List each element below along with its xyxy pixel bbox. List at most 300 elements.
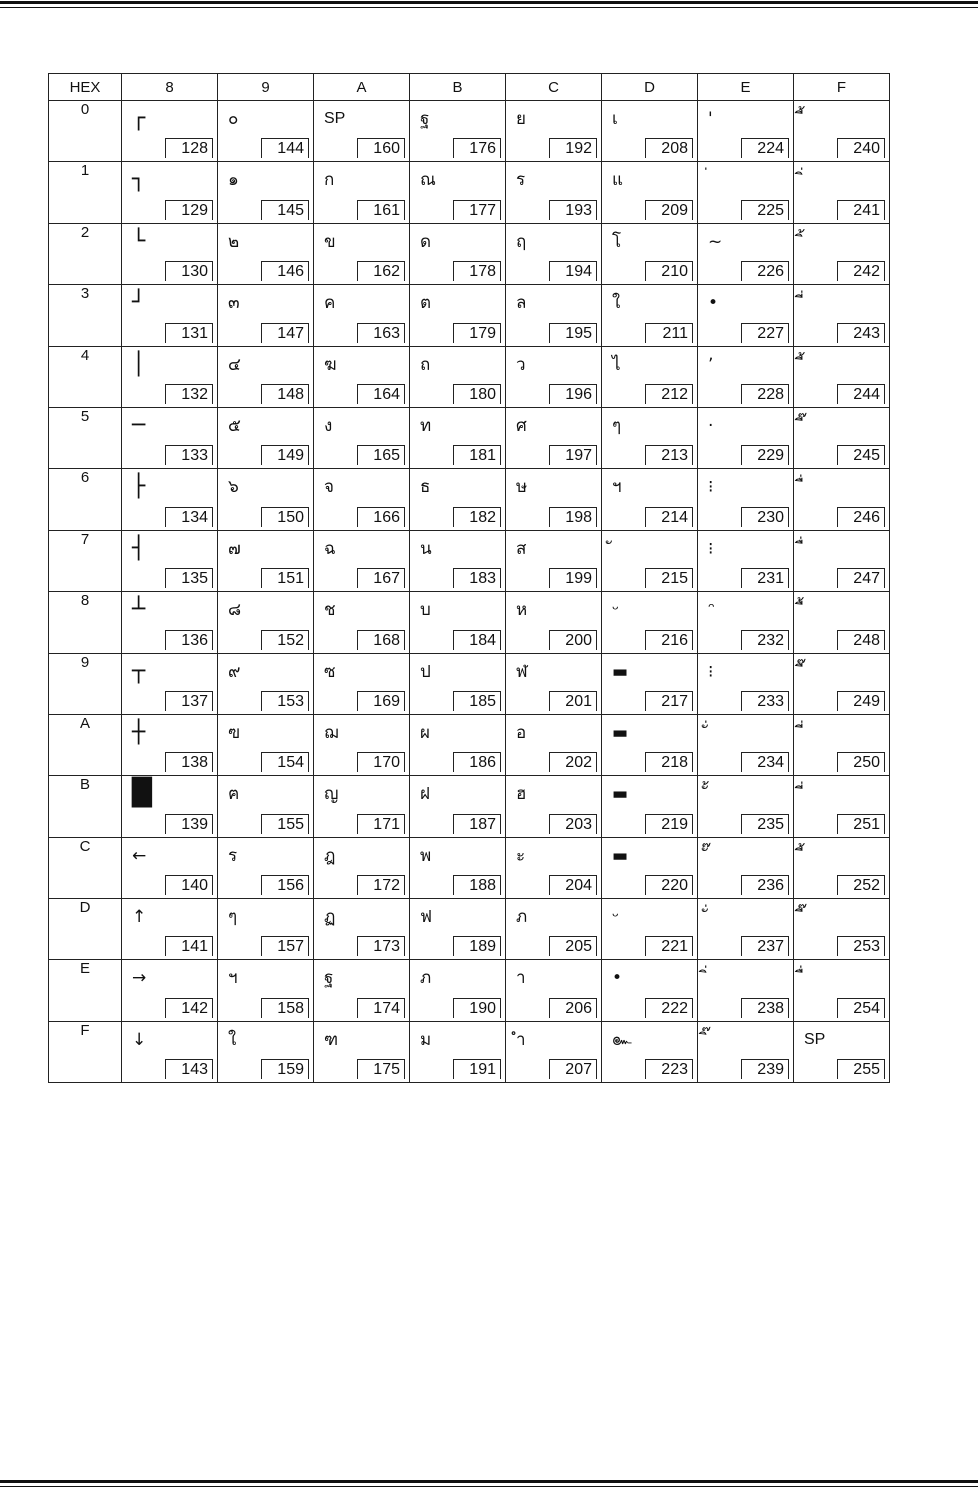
code-cell: [314, 162, 410, 223]
decimal-code: 237: [741, 936, 789, 956]
table-row: [49, 776, 890, 837]
decimal-code: 243: [837, 323, 885, 343]
code-cell: [794, 285, 890, 346]
code-cell: [218, 407, 314, 468]
decimal-code: 131: [165, 323, 213, 343]
character-glyph: ฉ: [324, 538, 336, 559]
decimal-code: 213: [645, 445, 693, 465]
code-cell: [698, 223, 794, 284]
character-glyph: น: [420, 538, 432, 559]
decimal-code: 216: [645, 630, 693, 650]
decimal-code: 214: [645, 507, 693, 527]
decimal-code: 137: [165, 691, 213, 711]
decimal-code: 129: [165, 200, 213, 220]
decimal-code: 209: [645, 200, 693, 220]
decimal-code: 136: [165, 630, 213, 650]
character-glyph: จ: [324, 477, 334, 498]
code-cell: [410, 407, 506, 468]
code-cell: [410, 960, 506, 1021]
character-glyph: ฐ: [324, 968, 334, 989]
decimal-code: 196: [549, 384, 597, 404]
code-cell: [218, 285, 314, 346]
code-cell: [218, 592, 314, 653]
character-glyph: ┬: [132, 658, 146, 684]
decimal-code: 144: [261, 138, 309, 158]
decimal-code: 181: [453, 445, 501, 465]
decimal-code: 228: [741, 384, 789, 404]
code-cell: [122, 653, 218, 714]
code-cell: [314, 714, 410, 775]
character-glyph: ๓: [228, 293, 240, 314]
decimal-code: 215: [645, 568, 693, 588]
decimal-code: 246: [837, 507, 885, 527]
code-cell: [218, 1021, 314, 1082]
character-glyph: │: [132, 351, 146, 377]
column-header: C: [506, 74, 602, 101]
decimal-code: 146: [261, 261, 309, 281]
character-glyph: ▬: [612, 784, 629, 805]
character-glyph: ศ: [516, 415, 527, 436]
character-glyph: ▬: [612, 722, 629, 743]
code-cell: [794, 1021, 890, 1082]
code-cell: [218, 530, 314, 591]
code-cell: [602, 714, 698, 775]
decimal-code: 139: [165, 814, 213, 834]
table-body: [49, 101, 890, 1083]
character-glyph: ฮ: [516, 784, 527, 805]
code-cell: [218, 162, 314, 223]
code-cell: [506, 899, 602, 960]
decimal-code: 130: [165, 261, 213, 281]
character-glyph: ๑: [228, 170, 239, 191]
character-glyph: ง: [324, 415, 333, 436]
decimal-code: 178: [453, 261, 501, 281]
code-cell: [506, 714, 602, 775]
code-cell: [698, 1021, 794, 1082]
code-cell: [122, 407, 218, 468]
character-glyph: ส: [516, 538, 527, 559]
decimal-code: 160: [357, 138, 405, 158]
code-cell: [314, 960, 410, 1021]
code-cell: [410, 776, 506, 837]
decimal-code: 186: [453, 752, 501, 772]
decimal-code: 208: [645, 138, 693, 158]
column-header: B: [410, 74, 506, 101]
decimal-code: 154: [261, 752, 309, 772]
character-glyph: •: [708, 293, 719, 314]
row-label: 8: [49, 592, 122, 653]
code-cell: [698, 960, 794, 1021]
character-glyph: ๒: [228, 231, 240, 252]
decimal-code: 171: [357, 814, 405, 834]
character-glyph: ': [708, 109, 713, 129]
character-glyph: ไ: [612, 354, 621, 375]
code-cell: [794, 223, 890, 284]
decimal-code: 210: [645, 261, 693, 281]
decimal-code: 141: [165, 936, 213, 956]
character-glyph: ผ: [420, 722, 430, 743]
character-glyph: ┐: [132, 167, 146, 193]
character-glyph: ๔: [228, 354, 241, 375]
decimal-code: 142: [165, 998, 213, 1018]
code-cell: [506, 469, 602, 530]
character-glyph: ▬: [612, 661, 629, 682]
decimal-code: 199: [549, 568, 597, 588]
character-glyph: ⁝: [708, 661, 714, 682]
character-glyph: ภ: [420, 968, 432, 989]
decimal-code: 169: [357, 691, 405, 711]
code-cell: [698, 899, 794, 960]
code-cell: [122, 960, 218, 1021]
decimal-code: 233: [741, 691, 789, 711]
code-cell: [314, 653, 410, 714]
code-cell: [314, 407, 410, 468]
character-glyph: ฆ: [324, 354, 337, 375]
decimal-code: 239: [741, 1059, 789, 1079]
character-glyph: ท: [420, 415, 432, 436]
decimal-code: 192: [549, 138, 597, 158]
code-cell: [794, 162, 890, 223]
code-cell: [314, 837, 410, 898]
decimal-code: 203: [549, 814, 597, 834]
character-glyph: ┌: [132, 106, 146, 131]
character-glyph: ก: [324, 170, 335, 191]
decimal-code: 159: [261, 1059, 309, 1079]
code-cell: [794, 714, 890, 775]
decimal-code: 221: [645, 936, 693, 956]
decimal-code: 229: [741, 445, 789, 465]
character-glyph: →: [132, 968, 147, 989]
decimal-code: 197: [549, 445, 597, 465]
code-cell: [218, 776, 314, 837]
decimal-code: 148: [261, 384, 309, 404]
character-glyph: ┘: [132, 290, 146, 316]
decimal-code: 201: [549, 691, 597, 711]
character-glyph: ๛: [612, 1029, 632, 1050]
code-cell: [602, 899, 698, 960]
decimal-code: 165: [357, 445, 405, 465]
character-code-table: [48, 73, 890, 1083]
character-glyph: ฯ: [228, 968, 238, 989]
code-cell: [218, 469, 314, 530]
decimal-code: 185: [453, 691, 501, 711]
character-glyph: ๕: [228, 415, 241, 436]
top-rule: [0, 1, 978, 8]
character-glyph: ฤ: [516, 231, 527, 252]
character-glyph: ฬ: [516, 661, 528, 682]
character-glyph: ซ: [324, 661, 336, 682]
character-glyph: ⁝: [708, 538, 714, 559]
character-glyph: ย: [516, 109, 526, 129]
row-label: 2: [49, 223, 122, 284]
decimal-code: 205: [549, 936, 597, 956]
character-glyph: ธ: [420, 477, 431, 498]
code-cell: [218, 960, 314, 1021]
code-cell: [410, 592, 506, 653]
column-header: E: [698, 74, 794, 101]
code-cell: [506, 346, 602, 407]
character-glyph: ค: [324, 293, 336, 314]
character-glyph: ฃ: [228, 722, 241, 743]
decimal-code: 155: [261, 814, 309, 834]
code-cell: [410, 714, 506, 775]
character-glyph: ⁝: [708, 477, 714, 498]
character-glyph: เ: [612, 109, 618, 129]
code-cell: [410, 223, 506, 284]
decimal-code: 234: [741, 752, 789, 772]
character-glyph: ห: [516, 600, 528, 621]
decimal-code: 172: [357, 875, 405, 895]
character-glyph: ┤: [132, 535, 146, 561]
code-cell: [122, 469, 218, 530]
code-cell: [698, 653, 794, 714]
row-label: A: [49, 714, 122, 775]
decimal-code: 145: [261, 200, 309, 220]
code-cell: [314, 1021, 410, 1082]
decimal-code: 189: [453, 936, 501, 956]
code-cell: [410, 346, 506, 407]
decimal-code: 217: [645, 691, 693, 711]
decimal-code: 238: [741, 998, 789, 1018]
decimal-code: 236: [741, 875, 789, 895]
character-glyph: ←: [132, 845, 147, 866]
decimal-code: 195: [549, 323, 597, 343]
code-cell: [314, 592, 410, 653]
decimal-code: 244: [837, 384, 885, 404]
character-glyph: ใ: [228, 1029, 237, 1050]
code-cell: [698, 346, 794, 407]
character-glyph: ะ: [516, 845, 526, 866]
character-glyph: ~: [708, 231, 723, 252]
code-cell: [314, 530, 410, 591]
decimal-code: 147: [261, 323, 309, 343]
table-row: [49, 530, 890, 591]
table-row: [49, 407, 890, 468]
decimal-code: 250: [837, 752, 885, 772]
decimal-code: 247: [837, 568, 885, 588]
decimal-code: 251: [837, 814, 885, 834]
character-glyph: ญ: [324, 784, 339, 805]
character-glyph: ʼ: [708, 354, 714, 375]
code-cell: [314, 285, 410, 346]
table-row: [49, 960, 890, 1021]
decimal-code: 242: [837, 261, 885, 281]
code-cell: [602, 653, 698, 714]
character-glyph: ─: [132, 412, 146, 438]
character-glyph: ร: [516, 170, 526, 191]
character-glyph: ᵕ: [612, 907, 620, 928]
character-glyph: ข: [324, 231, 336, 252]
code-cell: [698, 530, 794, 591]
code-cell: [410, 285, 506, 346]
code-cell: [122, 837, 218, 898]
code-cell: [410, 101, 506, 162]
decimal-code: 166: [357, 507, 405, 527]
code-cell: [122, 285, 218, 346]
character-glyph: ม: [420, 1029, 432, 1050]
decimal-code: 240: [837, 138, 885, 158]
code-cell: [218, 899, 314, 960]
character-glyph: ฑ: [324, 1029, 339, 1050]
column-header: A: [314, 74, 410, 101]
code-cell: [218, 346, 314, 407]
column-header: 8: [122, 74, 218, 101]
bottom-rule: [0, 1480, 978, 1487]
row-label: 7: [49, 530, 122, 591]
code-cell: [698, 162, 794, 223]
decimal-code: 252: [837, 875, 885, 895]
decimal-code: 152: [261, 630, 309, 650]
decimal-code: 182: [453, 507, 501, 527]
character-glyph: ᵕ: [612, 600, 620, 621]
code-cell: [218, 223, 314, 284]
decimal-code: 223: [645, 1059, 693, 1079]
character-glyph: ↑: [132, 907, 147, 928]
code-cell: [122, 223, 218, 284]
decimal-code: 227: [741, 323, 789, 343]
table-row: [49, 346, 890, 407]
decimal-code: 207: [549, 1059, 597, 1079]
code-cell: [410, 837, 506, 898]
code-cell: [602, 592, 698, 653]
character-glyph: ฅ: [228, 784, 240, 805]
character-glyph: ด: [420, 231, 432, 252]
character-glyph: ฝ: [420, 784, 430, 805]
decimal-code: 157: [261, 936, 309, 956]
code-cell: [506, 776, 602, 837]
code-cell: [314, 223, 410, 284]
decimal-code: 212: [645, 384, 693, 404]
decimal-code: 222: [645, 998, 693, 1018]
character-glyph: ↓: [132, 1029, 147, 1050]
character-glyph: ฌ: [324, 722, 339, 743]
decimal-code: 225: [741, 200, 789, 220]
character-glyph: ณ: [420, 170, 436, 191]
code-cell: [122, 1021, 218, 1082]
code-cell: [794, 776, 890, 837]
decimal-code: 245: [837, 445, 885, 465]
decimal-code: 255: [837, 1059, 885, 1079]
code-cell: [122, 101, 218, 162]
character-glyph: ๖: [228, 477, 239, 498]
hex-header: HEX: [49, 74, 122, 101]
row-label: 1: [49, 162, 122, 223]
character-glyph: า: [516, 968, 526, 989]
code-cell: [602, 776, 698, 837]
decimal-code: 158: [261, 998, 309, 1018]
code-cell: [314, 899, 410, 960]
decimal-code: 179: [453, 323, 501, 343]
code-cell: [122, 530, 218, 591]
decimal-code: 151: [261, 568, 309, 588]
code-cell: [794, 101, 890, 162]
decimal-code: 206: [549, 998, 597, 1018]
code-cell: [218, 837, 314, 898]
decimal-code: 193: [549, 200, 597, 220]
decimal-code: 219: [645, 814, 693, 834]
character-glyph: ภ: [516, 907, 528, 928]
decimal-code: 224: [741, 138, 789, 158]
table-row: [49, 469, 890, 530]
code-cell: [506, 285, 602, 346]
code-cell: [698, 285, 794, 346]
code-cell: [698, 837, 794, 898]
character-glyph: SP: [804, 1030, 826, 1048]
decimal-code: 190: [453, 998, 501, 1018]
row-label: F: [49, 1021, 122, 1082]
code-cell: [794, 960, 890, 1021]
character-glyph: แ: [612, 170, 623, 191]
decimal-code: 187: [453, 814, 501, 834]
code-cell: [602, 285, 698, 346]
code-cell: [602, 530, 698, 591]
character-glyph: ช: [324, 600, 336, 621]
decimal-code: 231: [741, 568, 789, 588]
code-cell: [698, 101, 794, 162]
character-glyph: ฎ: [324, 845, 336, 866]
code-cell: [602, 1021, 698, 1082]
decimal-code: 153: [261, 691, 309, 711]
decimal-code: 138: [165, 752, 213, 772]
decimal-code: 140: [165, 875, 213, 895]
decimal-code: 156: [261, 875, 309, 895]
character-glyph: ำ: [516, 1029, 526, 1050]
row-label: C: [49, 837, 122, 898]
decimal-code: 200: [549, 630, 597, 650]
decimal-code: 230: [741, 507, 789, 527]
row-label: 6: [49, 469, 122, 530]
code-cell: [506, 837, 602, 898]
decimal-code: 132: [165, 384, 213, 404]
code-cell: [794, 837, 890, 898]
code-cell: [314, 101, 410, 162]
code-cell: [602, 469, 698, 530]
character-glyph: ล: [516, 293, 527, 314]
character-glyph: ใ: [612, 293, 621, 314]
character-glyph: SP: [324, 110, 346, 127]
decimal-code: 241: [837, 200, 885, 220]
decimal-code: 211: [645, 323, 693, 343]
table-row: [49, 162, 890, 223]
code-cell: [506, 653, 602, 714]
character-glyph: ๆ: [612, 415, 622, 436]
decimal-code: 220: [645, 875, 693, 895]
decimal-code: 167: [357, 568, 405, 588]
decimal-code: 175: [357, 1059, 405, 1079]
character-glyph: ๗: [228, 538, 241, 559]
code-cell: [794, 530, 890, 591]
code-cell: [602, 346, 698, 407]
row-label: 3: [49, 285, 122, 346]
decimal-code: 191: [453, 1059, 501, 1079]
character-glyph: █: [132, 778, 152, 809]
decimal-code: 198: [549, 507, 597, 527]
character-glyph: ถ: [420, 354, 431, 375]
character-glyph: •: [612, 968, 623, 989]
character-glyph: ฯ: [612, 477, 622, 498]
decimal-code: 194: [549, 261, 597, 281]
decimal-code: 188: [453, 875, 501, 895]
character-glyph: ᵔ: [708, 600, 716, 621]
decimal-code: 128: [165, 138, 213, 158]
decimal-code: 183: [453, 568, 501, 588]
character-glyph: บ: [420, 600, 431, 621]
code-cell: [506, 592, 602, 653]
character-glyph: ๐: [228, 109, 239, 129]
decimal-code: 202: [549, 752, 597, 772]
row-label: 9: [49, 653, 122, 714]
character-glyph: ษ: [516, 477, 528, 498]
